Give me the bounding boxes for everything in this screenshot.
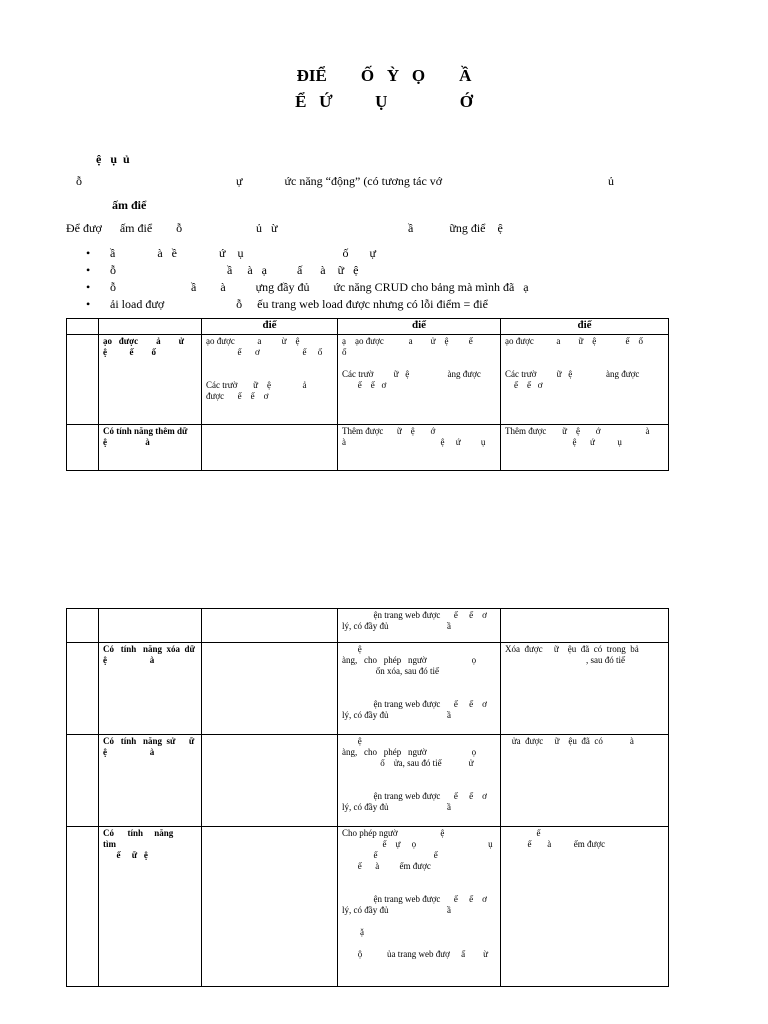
table-cell bbox=[202, 735, 338, 827]
intro-line-1-end: ủ bbox=[608, 174, 614, 188]
table-cell: ạo được a ữ ệ ế ố Các trườ ữ ệ àng được ế ế ơ bbox=[501, 335, 669, 425]
header-cell bbox=[99, 319, 202, 335]
table-cell: Thêm được ữ ệ ớ à ệ ứ ụ bbox=[501, 425, 669, 471]
table-cell bbox=[202, 643, 338, 735]
table-cell bbox=[67, 827, 99, 987]
criterion-cell: Có tính năng sử ữ ệ à bbox=[99, 735, 202, 827]
table-cell bbox=[202, 827, 338, 987]
table-cell bbox=[67, 425, 99, 471]
table-cell: ệ àng, cho phép ngườ ọ ố ửa, sau đó tiế ử ện trang web được ế ế ơ lý, có đầy đủ ầ bbox=[338, 735, 501, 827]
header-cell bbox=[67, 319, 99, 335]
document-title-line-2: Ể Ứ Ụ Ớ bbox=[295, 92, 473, 111]
criterion-cell bbox=[99, 609, 202, 643]
table-header-row bbox=[67, 319, 669, 335]
table-cell: ệ àng, cho phép ngườ ọ ốn xóa, sau đó tiế ện trang web được ế ế ơ lý, có đầy đủ ầ bbox=[338, 643, 501, 735]
table-cell bbox=[202, 609, 338, 643]
table-cell: Xóa được ữ ệu đã có trong bả , sau đó tiế bbox=[501, 643, 669, 735]
table-cell: Thêm được ữ ệ ớ à ệ ứ ụ bbox=[338, 425, 501, 471]
table-row bbox=[67, 827, 669, 987]
document-title-line-1: ĐIỂ Ố Ỳ Ọ Ầ bbox=[296, 66, 472, 85]
criterion-cell: Có tính năng xóa dữ ệ à bbox=[99, 643, 202, 735]
table-row bbox=[67, 425, 669, 471]
header-cell: điể bbox=[338, 319, 501, 335]
header-cell: điể bbox=[501, 319, 669, 335]
intro-line-2-start: Để đượ ấm điể ỗ bbox=[66, 221, 183, 235]
intro-line-1-middle: ự ức năng “động” (có tương tác vớ bbox=[236, 174, 443, 188]
criterion-cell: ạo được ả ử ệ ế ố bbox=[99, 335, 202, 425]
bullet-marker: • bbox=[86, 280, 91, 294]
criterion-cell: Có tính năng thêm dữ ệ à bbox=[99, 425, 202, 471]
table-cell bbox=[67, 643, 99, 735]
bullet-item-1: ầ à ề ứ ụ ố ự bbox=[110, 246, 376, 260]
intro-subheading: ấm điể bbox=[112, 198, 147, 212]
table-cell: ạ ạo được a ử ệ ế ố Các trườ ữ ệ àng được ế ế ơ bbox=[338, 335, 501, 425]
table-row bbox=[67, 735, 669, 827]
table-cell: ửa được ữ ệu đã có à bbox=[501, 735, 669, 827]
criterion-cell: Có tính năng tìm ế ữ ệ bbox=[99, 827, 202, 987]
table-cell: ện trang web được ế ế ơ lý, có đầy đủ ầ bbox=[338, 609, 501, 643]
grading-table-part-1 bbox=[66, 318, 669, 471]
table-cell bbox=[67, 735, 99, 827]
header-cell: điể bbox=[202, 319, 338, 335]
table-row bbox=[67, 643, 669, 735]
table-cell bbox=[67, 335, 99, 425]
bullet-item-4: ải load đượ ỗ ếu trang web load được nhưng có lỗi điểm = điể bbox=[110, 297, 488, 311]
table-cell: ạo được a ừ ệ ế ơ ế ố Các trườ ữ ệ ả được ế ế ơ bbox=[202, 335, 338, 425]
bullet-marker: • bbox=[86, 297, 91, 311]
intro-heading: ệ ụ ủ bbox=[96, 152, 130, 166]
table-cell bbox=[501, 609, 669, 643]
grading-table-part-2 bbox=[66, 608, 669, 987]
table-cell: Cho phép ngườ ệ ế ự ọ ụ ế ế ế à ếm được ện trang web được ế ế ơ lý, có đầy đủ ầ ặ ộ ủa trang web đượ ấ ừ bbox=[338, 827, 501, 987]
intro-line-1-start: ỗ bbox=[76, 174, 82, 188]
intro-line-2-end: ầ ững điể ệ bbox=[408, 221, 503, 235]
table-row bbox=[67, 609, 669, 643]
table-cell bbox=[67, 609, 99, 643]
bullet-marker: • bbox=[86, 246, 91, 260]
table-cell: ế ế à ếm được bbox=[501, 827, 669, 987]
table-row bbox=[67, 335, 669, 425]
bullet-item-3: ỗ ầ à ựng đầy đủ ức năng CRUD cho bảng mà mình đã ạ bbox=[110, 280, 529, 294]
table-cell bbox=[202, 425, 338, 471]
intro-line-2-middle: ủ ừ bbox=[256, 221, 278, 235]
bullet-item-2: ỗ ầ à ạ ấ à ữ ệ bbox=[110, 263, 359, 277]
bullet-marker: • bbox=[86, 263, 91, 277]
